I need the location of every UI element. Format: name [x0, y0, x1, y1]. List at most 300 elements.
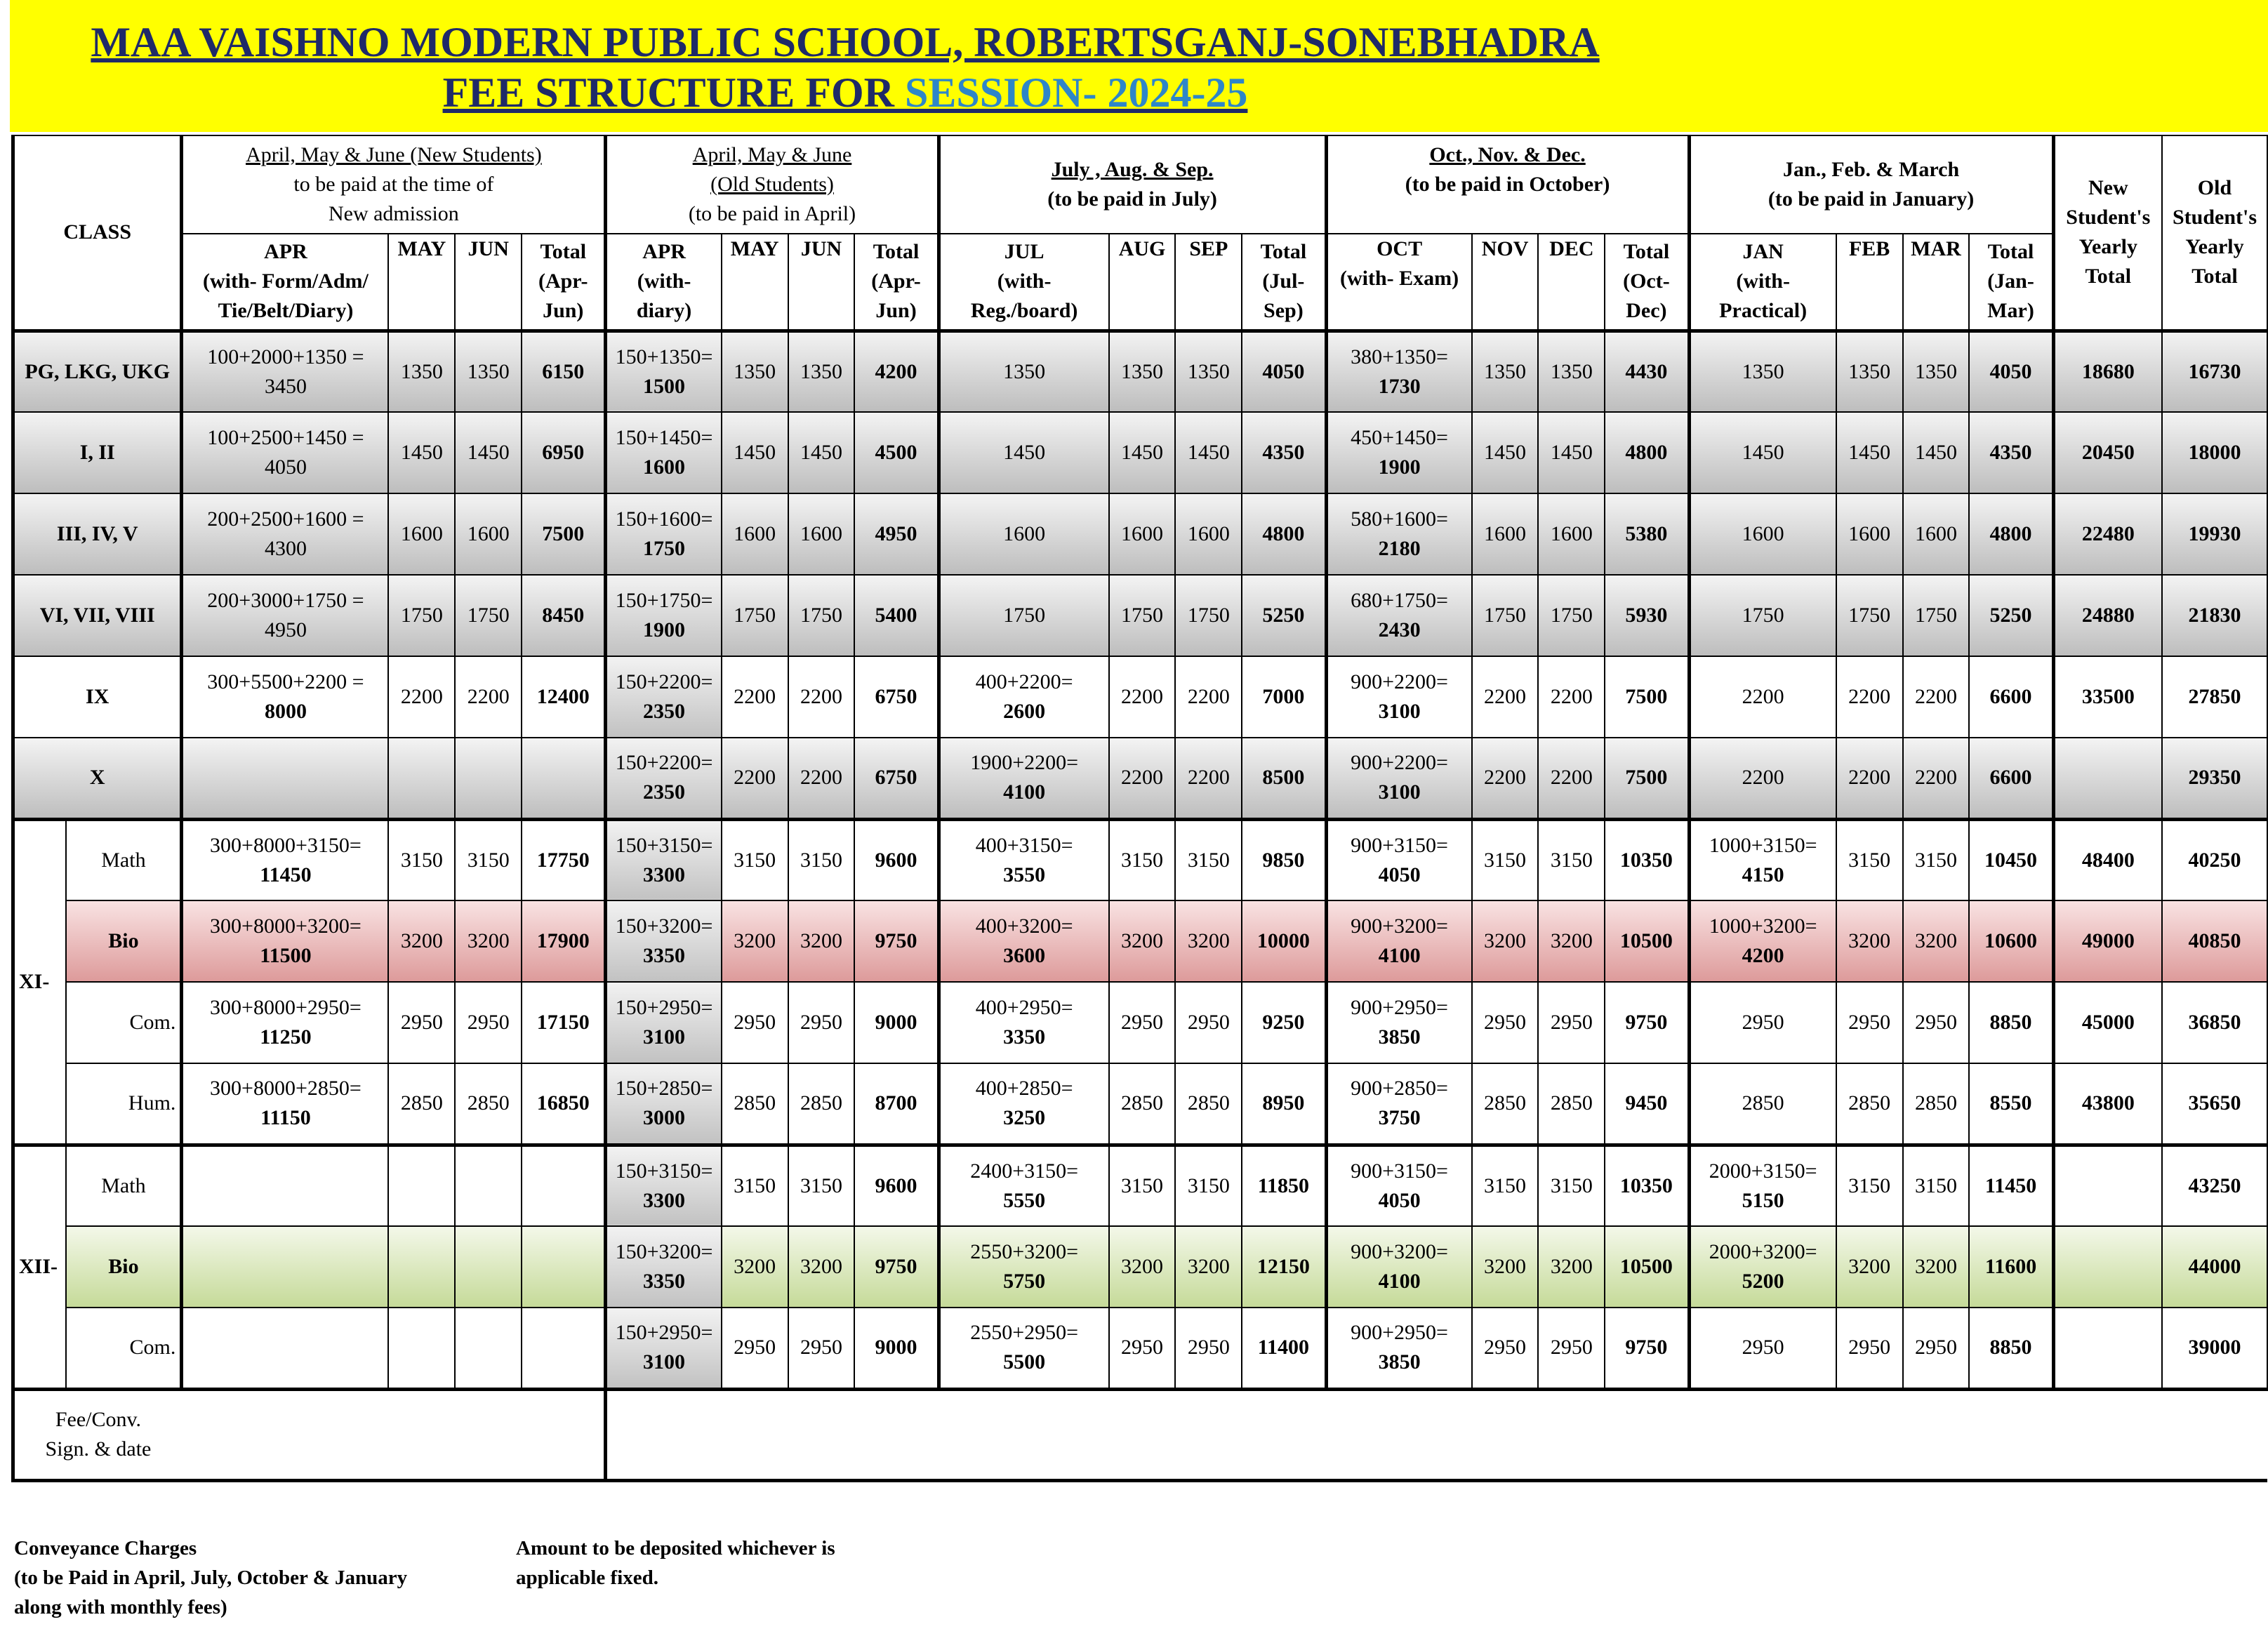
aug-cell: 1600 — [1109, 493, 1176, 575]
feb-cell: 1600 — [1836, 493, 1903, 575]
mar-cell: 2850 — [1903, 1063, 1970, 1145]
nov-cell: 2950 — [1472, 1308, 1539, 1389]
octdec-total-header-line: Total — [1623, 240, 1670, 264]
jan-cell-line: 5200 — [1742, 1270, 1784, 1293]
sep-cell: 3150 — [1175, 819, 1242, 900]
new-apr-cell — [182, 1308, 389, 1389]
old-may-cell: 2200 — [722, 738, 788, 819]
sep-cell: 3150 — [1175, 1145, 1242, 1226]
old-yearly-cell: 43250 — [2162, 1145, 2267, 1226]
new-may-cell: 1750 — [388, 575, 455, 656]
new-jun-cell: 3200 — [455, 900, 522, 982]
new-yearly-l3: Yearly — [2078, 235, 2137, 259]
old-apr-cell-line: 150+2200= — [615, 751, 713, 775]
jan-cell — [1689, 900, 1836, 982]
old-apr-cell — [606, 1063, 722, 1145]
new-yearly-l4: Total — [2085, 265, 2132, 288]
new-apr-cell-line: 300+8000+3150= — [210, 833, 362, 857]
new-jun-cell — [455, 1308, 522, 1389]
new-apr-cell — [182, 493, 389, 575]
jul-cell-line: 5750 — [1003, 1270, 1046, 1293]
oct-cell — [1326, 982, 1472, 1063]
group-old-header — [606, 135, 939, 234]
old-apr-cell-line: 150+2200= — [615, 670, 713, 693]
jul-cell — [939, 1063, 1109, 1145]
jan-cell-line: 4200 — [1742, 944, 1784, 967]
new-jun-cell — [455, 1226, 522, 1308]
old-apr-cell-line: 3100 — [643, 1350, 686, 1374]
subject-label: Math — [66, 1145, 181, 1226]
table-row — [13, 575, 2268, 656]
table-row — [13, 1145, 2268, 1226]
old-jun-cell: 2950 — [788, 1308, 855, 1389]
feb-cell: 2950 — [1836, 982, 1903, 1063]
oct-cell-line: 900+3150= — [1351, 1159, 1448, 1183]
dec-cell: 2950 — [1538, 982, 1605, 1063]
jul-cell-line: 3600 — [1003, 944, 1046, 967]
oct-cell-line: 900+2950= — [1351, 1321, 1448, 1345]
table-row — [13, 331, 2268, 412]
table-row — [13, 1063, 2268, 1145]
nov-cell: 1450 — [1472, 412, 1539, 493]
aug-cell: 3200 — [1109, 900, 1176, 982]
dec-cell: 3200 — [1538, 900, 1605, 982]
julsep-total-header — [1242, 234, 1326, 331]
old-total-cell: 9600 — [854, 1145, 939, 1226]
oct-cell-line: 900+3150= — [1351, 833, 1448, 857]
title-banner — [10, 0, 2268, 132]
mar-cell: 2200 — [1903, 656, 1970, 738]
new-total-cell: 16850 — [522, 1063, 606, 1145]
oct-cell-line: 900+3200= — [1351, 1240, 1448, 1263]
group-q2-line2: (to be paid in July) — [1047, 187, 1217, 211]
jul-cell-line: 400+2950= — [975, 996, 1073, 1019]
mar-cell: 1450 — [1903, 412, 1970, 493]
sep-cell: 1350 — [1175, 331, 1242, 412]
new-may-cell — [388, 1226, 455, 1308]
class-label: I, II — [13, 412, 182, 493]
old-total-cell: 9750 — [854, 900, 939, 982]
oct-cell-line: 580+1600= — [1351, 507, 1448, 531]
janmar-total-header-line: Mar) — [1987, 299, 2034, 323]
new-jun-cell: 2850 — [455, 1063, 522, 1145]
jul-cell-line: 1450 — [1003, 441, 1046, 464]
fee-sign-label — [13, 1389, 182, 1480]
mar-cell: 1750 — [1903, 575, 1970, 656]
old-jun-cell: 2950 — [788, 982, 855, 1063]
new-apr-cell — [182, 819, 389, 900]
old-yearly-cell: 44000 — [2162, 1226, 2267, 1308]
octdec-total-cell: 10500 — [1605, 900, 1689, 982]
old-total-cell: 5400 — [854, 575, 939, 656]
old-may-cell: 2200 — [722, 656, 788, 738]
old-total-header-line: (Apr- — [871, 270, 921, 293]
nov-cell: 3150 — [1472, 1145, 1539, 1226]
jan-cell-line: 1600 — [1742, 522, 1784, 545]
old-may-cell: 1750 — [722, 575, 788, 656]
octdec-total-cell: 10350 — [1605, 819, 1689, 900]
oct-cell — [1326, 1308, 1472, 1389]
new-yearly-cell: 49000 — [2053, 900, 2162, 982]
new-may-cell: 3200 — [388, 900, 455, 982]
oct-cell-line: 2430 — [1378, 618, 1421, 641]
feb-cell: 3200 — [1836, 900, 1903, 982]
oct-cell — [1326, 819, 1472, 900]
julsep-total-header-line: (Jul- — [1262, 270, 1305, 293]
old-apr-cell-line: 3300 — [643, 1188, 686, 1212]
new-may-cell: 1600 — [388, 493, 455, 575]
old-total-cell: 4200 — [854, 331, 939, 412]
old-total-cell: 4500 — [854, 412, 939, 493]
old-apr-cell — [606, 493, 722, 575]
jan-cell-line: 2000+3150= — [1709, 1159, 1817, 1183]
nov-cell: 1350 — [1472, 331, 1539, 412]
new-may-cell — [388, 1308, 455, 1389]
group-q4-line1: Jan., Feb. & March — [1783, 158, 1960, 181]
fee-table — [11, 135, 2268, 1482]
octdec-total-header — [1605, 234, 1689, 331]
old-apr-cell-line: 150+1350= — [615, 345, 713, 368]
octdec-total-cell: 4800 — [1605, 412, 1689, 493]
new-total-cell — [522, 1226, 606, 1308]
julsep-total-cell: 9850 — [1242, 819, 1326, 900]
sep-cell: 2200 — [1175, 738, 1242, 819]
dec-cell: 2850 — [1538, 1063, 1605, 1145]
old-total-cell: 8700 — [854, 1063, 939, 1145]
jul-cell — [939, 656, 1109, 738]
janmar-total-cell: 10600 — [1969, 900, 2053, 982]
feb-cell: 3150 — [1836, 819, 1903, 900]
group-q3-line1: Oct., Nov. & Dec. — [1429, 143, 1586, 166]
old-yearly-cell: 39000 — [2162, 1308, 2267, 1389]
jan-header-line: JAN — [1742, 240, 1784, 264]
old-apr-cell-line: 150+3200= — [615, 1240, 713, 1263]
table-row — [13, 493, 2268, 575]
new-apr-cell-line: 300+5500+2200 = — [207, 670, 364, 693]
old-apr-cell — [606, 1226, 722, 1308]
new-yearly-cell: 20450 — [2053, 412, 2162, 493]
julsep-total-cell: 11400 — [1242, 1308, 1326, 1389]
new-may-cell: 3150 — [388, 819, 455, 900]
old-apr-cell-line: 2350 — [643, 780, 686, 804]
school-title: MAA VAISHNO MODERN PUBLIC SCHOOL, ROBERTSGANJ-SONEBHADRA — [91, 19, 1600, 65]
jan-cell-line: 2000+3200= — [1709, 1240, 1817, 1263]
old-jun-header: JUN — [788, 234, 855, 331]
old-apr-cell — [606, 331, 722, 412]
julsep-total-cell: 5250 — [1242, 575, 1326, 656]
julsep-total-cell: 9250 — [1242, 982, 1326, 1063]
new-may-cell — [388, 1145, 455, 1226]
oct-cell — [1326, 412, 1472, 493]
jul-cell-line: 3550 — [1003, 863, 1046, 886]
jan-cell — [1689, 493, 1836, 575]
jul-header-line: JUL — [1004, 240, 1045, 264]
nov-cell: 1600 — [1472, 493, 1539, 575]
table-row — [13, 982, 2268, 1063]
group-old-line2: (Old Students) — [710, 173, 834, 196]
octdec-total-cell: 9450 — [1605, 1063, 1689, 1145]
old-yearly-cell: 29350 — [2162, 738, 2267, 819]
dec-cell: 3150 — [1538, 819, 1605, 900]
mar-cell: 3150 — [1903, 1145, 1970, 1226]
fee-sign-new-area — [182, 1389, 606, 1480]
group-q3-header — [1326, 135, 1689, 234]
janmar-total-cell: 8850 — [1969, 982, 2053, 1063]
jan-cell — [1689, 1145, 1836, 1226]
oct-cell — [1326, 331, 1472, 412]
old-yearly-cell: 36850 — [2162, 982, 2267, 1063]
jan-cell — [1689, 412, 1836, 493]
new-jun-cell — [455, 738, 522, 819]
oct-cell — [1326, 1063, 1472, 1145]
new-yearly-cell: 43800 — [2053, 1063, 2162, 1145]
new-yearly-cell: 45000 — [2053, 982, 2162, 1063]
new-apr-header-line: APR — [264, 240, 307, 264]
group-label-xi: XI- — [13, 819, 67, 1145]
octdec-total-header-line: (Oct- — [1623, 270, 1670, 293]
class-label: VI, VII, VIII — [13, 575, 182, 656]
old-yearly-cell: 40850 — [2162, 900, 2267, 982]
old-yearly-l3: Yearly — [2185, 235, 2244, 259]
old-may-cell: 3200 — [722, 900, 788, 982]
oct-cell — [1326, 738, 1472, 819]
new-total-cell: 6150 — [522, 331, 606, 412]
amount-note — [516, 1534, 835, 1592]
new-apr-cell — [182, 412, 389, 493]
oct-cell-line: 680+1750= — [1351, 589, 1448, 612]
old-total-cell: 9000 — [854, 982, 939, 1063]
sep-cell: 3200 — [1175, 900, 1242, 982]
jan-cell — [1689, 738, 1836, 819]
jan-cell — [1689, 982, 1836, 1063]
aug-cell: 2950 — [1109, 1308, 1176, 1389]
jul-header-line: Reg./board) — [970, 299, 1078, 323]
oct-cell — [1326, 1145, 1472, 1226]
old-jun-cell: 1350 — [788, 331, 855, 412]
jan-header-line: Practical) — [1719, 299, 1808, 323]
mar-cell: 1350 — [1903, 331, 1970, 412]
class-header: CLASS — [13, 135, 182, 331]
group-new-header — [182, 135, 606, 234]
old-yearly-cell: 21830 — [2162, 575, 2267, 656]
old-apr-cell — [606, 819, 722, 900]
jul-cell-line: 4100 — [1003, 780, 1046, 804]
jul-cell — [939, 1145, 1109, 1226]
sep-cell: 1750 — [1175, 575, 1242, 656]
jul-header-line: (with- — [997, 270, 1052, 293]
jan-cell — [1689, 575, 1836, 656]
oct-cell — [1326, 493, 1472, 575]
old-apr-header-line: (with- — [637, 270, 691, 293]
new-may-cell: 2200 — [388, 656, 455, 738]
nov-cell: 3200 — [1472, 900, 1539, 982]
julsep-total-cell: 4800 — [1242, 493, 1326, 575]
new-jun-cell: 2950 — [455, 982, 522, 1063]
old-apr-cell-line: 150+2850= — [615, 1077, 713, 1100]
dec-cell: 2200 — [1538, 656, 1605, 738]
new-may-cell: 1450 — [388, 412, 455, 493]
nov-cell: 2200 — [1472, 656, 1539, 738]
amount-line1: Amount to be deposited whichever is — [516, 1537, 835, 1559]
feb-cell: 1450 — [1836, 412, 1903, 493]
new-total-cell — [522, 1308, 606, 1389]
old-apr-cell-line: 150+1450= — [615, 426, 713, 449]
mar-cell: 2950 — [1903, 1308, 1970, 1389]
old-may-cell: 1350 — [722, 331, 788, 412]
jan-cell-line: 5150 — [1742, 1188, 1784, 1212]
new-may-cell: 2850 — [388, 1063, 455, 1145]
session-label: SESSION- 2024-25 — [904, 69, 1248, 116]
old-yearly-l4: Total — [2191, 265, 2238, 288]
jan-cell — [1689, 1226, 1836, 1308]
old-apr-cell-line: 150+1600= — [615, 507, 713, 531]
jul-cell — [939, 738, 1109, 819]
oct-cell-line: 380+1350= — [1351, 345, 1448, 368]
jan-cell — [1689, 331, 1836, 412]
feb-cell: 2950 — [1836, 1308, 1903, 1389]
old-yearly-cell: 16730 — [2162, 331, 2267, 412]
new-total-cell: 8450 — [522, 575, 606, 656]
group-new-line2: to be paid at the time of — [293, 173, 494, 196]
janmar-total-header — [1969, 234, 2053, 331]
oct-cell — [1326, 656, 1472, 738]
jul-cell — [939, 1308, 1109, 1389]
old-apr-cell-line: 3350 — [643, 944, 686, 967]
jul-cell-line: 5550 — [1003, 1188, 1046, 1212]
aug-cell: 2950 — [1109, 982, 1176, 1063]
aug-cell: 3150 — [1109, 819, 1176, 900]
oct-cell-line: 1730 — [1378, 374, 1421, 398]
old-total-header — [854, 234, 939, 331]
oct-cell-line: 4100 — [1378, 944, 1421, 967]
old-apr-cell-line: 150+2950= — [615, 996, 713, 1019]
feb-cell: 1350 — [1836, 331, 1903, 412]
jan-cell-line: 2200 — [1742, 685, 1784, 708]
feb-cell: 2200 — [1836, 656, 1903, 738]
old-yearly-cell: 40250 — [2162, 819, 2267, 900]
janmar-total-cell: 8850 — [1969, 1308, 2053, 1389]
mar-cell: 3200 — [1903, 1226, 1970, 1308]
new-apr-cell-line: 4950 — [264, 618, 307, 641]
new-apr-cell — [182, 1145, 389, 1226]
new-jun-cell: 1600 — [455, 493, 522, 575]
dec-cell: 1450 — [1538, 412, 1605, 493]
old-apr-cell — [606, 1308, 722, 1389]
janmar-total-cell: 5250 — [1969, 575, 2053, 656]
old-apr-cell — [606, 656, 722, 738]
aug-cell: 1350 — [1109, 331, 1176, 412]
nov-header: NOV — [1472, 234, 1539, 331]
nov-cell: 3200 — [1472, 1226, 1539, 1308]
octdec-total-cell: 4430 — [1605, 331, 1689, 412]
janmar-total-header-line: (Jan- — [1987, 270, 2034, 293]
new-apr-cell — [182, 656, 389, 738]
oct-header-line: OCT — [1377, 237, 1423, 260]
dec-cell: 1600 — [1538, 493, 1605, 575]
sep-cell: 2200 — [1175, 656, 1242, 738]
old-yearly-header — [2162, 135, 2267, 331]
nov-cell: 2850 — [1472, 1063, 1539, 1145]
new-yearly-cell — [2053, 1226, 2162, 1308]
nov-cell: 1750 — [1472, 575, 1539, 656]
julsep-total-cell: 7000 — [1242, 656, 1326, 738]
jan-cell-line: 1350 — [1742, 359, 1784, 383]
new-total-cell: 17750 — [522, 819, 606, 900]
old-apr-cell-line: 150+3200= — [615, 915, 713, 938]
sep-cell: 1450 — [1175, 412, 1242, 493]
oct-cell-line: 900+2200= — [1351, 670, 1448, 693]
oct-cell-line: 4050 — [1378, 1188, 1421, 1212]
jul-cell-line: 400+2200= — [975, 670, 1073, 693]
new-total-cell: 12400 — [522, 656, 606, 738]
old-apr-cell — [606, 982, 722, 1063]
new-yearly-l1: New — [2088, 176, 2128, 200]
table-row — [13, 819, 2268, 900]
janmar-total-cell: 6600 — [1969, 738, 2053, 819]
amount-line2: applicable fixed. — [516, 1567, 659, 1589]
janmar-total-cell: 10450 — [1969, 819, 2053, 900]
group-q2-header — [939, 135, 1326, 234]
old-may-cell: 2850 — [722, 1063, 788, 1145]
new-apr-cell — [182, 738, 389, 819]
fee-sign-label-line: Fee/Conv. — [55, 1408, 142, 1431]
old-apr-cell-line: 150+3150= — [615, 833, 713, 857]
oct-cell-line: 450+1450= — [1351, 426, 1448, 449]
old-apr-header-line: APR — [642, 240, 686, 264]
janmar-total-header-line: Total — [1987, 240, 2034, 264]
aug-cell: 2200 — [1109, 656, 1176, 738]
oct-cell-line: 4050 — [1378, 863, 1421, 886]
old-may-cell: 1450 — [722, 412, 788, 493]
oct-header — [1326, 234, 1472, 331]
new-apr-cell-line: 300+8000+2850= — [210, 1077, 362, 1100]
old-apr-cell-line: 3000 — [643, 1106, 686, 1130]
old-total-header-line: Total — [873, 240, 920, 264]
mar-cell: 3150 — [1903, 819, 1970, 900]
new-jun-cell: 2200 — [455, 656, 522, 738]
new-total-cell: 17150 — [522, 982, 606, 1063]
oct-cell-line: 900+2850= — [1351, 1077, 1448, 1100]
mar-cell: 2950 — [1903, 982, 1970, 1063]
nov-cell: 3150 — [1472, 819, 1539, 900]
oct-cell-line: 1900 — [1378, 455, 1421, 479]
new-apr-cell — [182, 575, 389, 656]
new-yearly-cell: 22480 — [2053, 493, 2162, 575]
jan-cell-line: 2950 — [1742, 1011, 1784, 1034]
subject-label: Hum. — [66, 1063, 181, 1145]
jul-cell-line: 5500 — [1003, 1350, 1046, 1374]
new-yearly-cell: 48400 — [2053, 819, 2162, 900]
subject-label: Bio — [66, 1226, 181, 1308]
new-total-cell: 6950 — [522, 412, 606, 493]
new-apr-cell — [182, 331, 389, 412]
conveyance-line1: Conveyance Charges — [14, 1537, 197, 1559]
new-total-header-line: Total — [540, 240, 587, 264]
julsep-total-header-line: Sep) — [1264, 299, 1304, 323]
group-q4-header — [1689, 135, 2053, 234]
dec-cell: 1750 — [1538, 575, 1605, 656]
new-jun-header: JUN — [455, 234, 522, 331]
new-apr-cell-line: 11450 — [260, 863, 312, 886]
old-apr-cell-line: 3350 — [643, 1270, 686, 1293]
oct-cell — [1326, 900, 1472, 982]
new-apr-cell-line: 11250 — [260, 1025, 312, 1049]
old-apr-cell-line: 1750 — [643, 537, 686, 560]
old-may-cell: 3200 — [722, 1226, 788, 1308]
jul-cell-line: 400+3150= — [975, 833, 1073, 857]
class-label: III, IV, V — [13, 493, 182, 575]
jul-cell — [939, 900, 1109, 982]
